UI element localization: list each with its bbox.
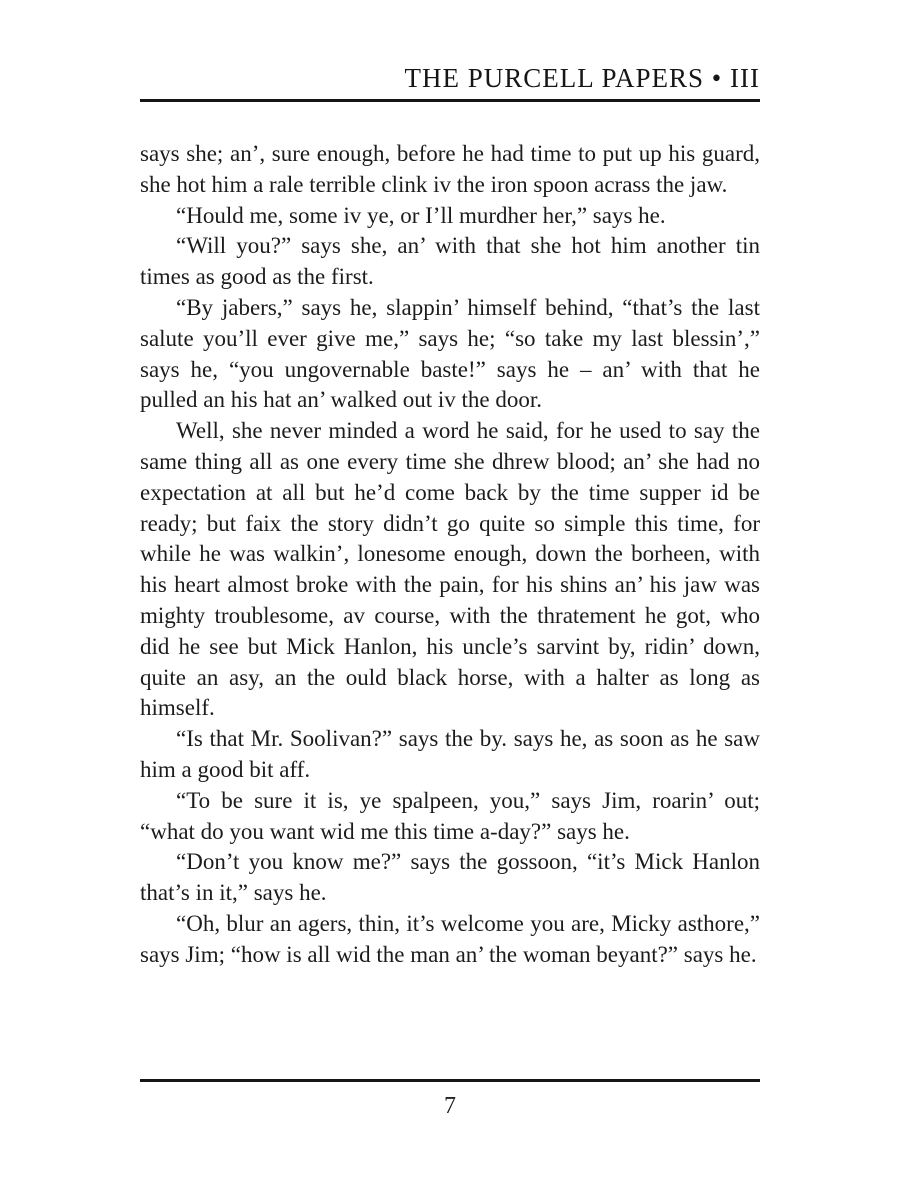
header-rule: [140, 99, 760, 102]
paragraph: “Hould me, some iv ye, or I’ll murdher her,” says he.: [176, 202, 666, 228]
paragraph: “To be sure it is, ye spalpeen, you,” says Jim, roarin’ out; “what do you want wid me this time a-day?” says he.: [140, 787, 760, 844]
paragraph: Well, she never minded a word he said, for he used to say the same thing all as one every time she dhrew blood; an’ she had no expectation at all but he’d come back by the time supper id be ready; but faix the story didn’t go quite so simple this time, for while he was walkin’, lonesome enough, down the borheen, with his heart almost broke with the pain, for his shins an’ his jaw was mighty troublesome, av course, with the thratement he got, who did he see but Mick Hanlon, his uncle’s sarvint by, ridin’ down, quite an asy, an the ould black horse, with a halter as long as himself.: [140, 418, 760, 721]
page-footer: [140, 1079, 760, 1120]
paragraph: “Oh, blur an agers, thin, it’s welcome you are, Micky asthore,” says Jim; “how is all wid the man an’ the woman beyant?” says he.: [140, 910, 760, 967]
page-body-text: [140, 139, 760, 971]
paragraph: “Will you?” says she, an’ with that she hot him another tin times as good as the first.: [140, 233, 760, 290]
paragraph: “By jabers,” says he, slappin’ himself behind, “that’s the last salute you’ll ever give me,” says he; “so take my last blessin’,” says he, “you ungovernable baste!” says he – an’ with that he pulled an his hat an’ walked out iv the door.: [140, 294, 760, 413]
page-number: 7: [444, 1093, 456, 1119]
paragraph: “Don’t you know me?” says the gossoon, “it’s Mick Hanlon that’s in it,” says he.: [140, 849, 760, 906]
paragraph: says she; an’, sure enough, before he had time to put up his guard, she hot him a rale terrible clink iv the iron spoon acrass the jaw.: [140, 141, 760, 197]
running-head-title: THE PURCELL PAPERS • III: [404, 63, 760, 93]
footer-rule: [140, 1079, 760, 1082]
page-header: [140, 62, 760, 102]
paragraph: “Is that Mr. Soolivan?” says the by. says he, as soon as he saw him a good bit aff.: [140, 726, 760, 782]
